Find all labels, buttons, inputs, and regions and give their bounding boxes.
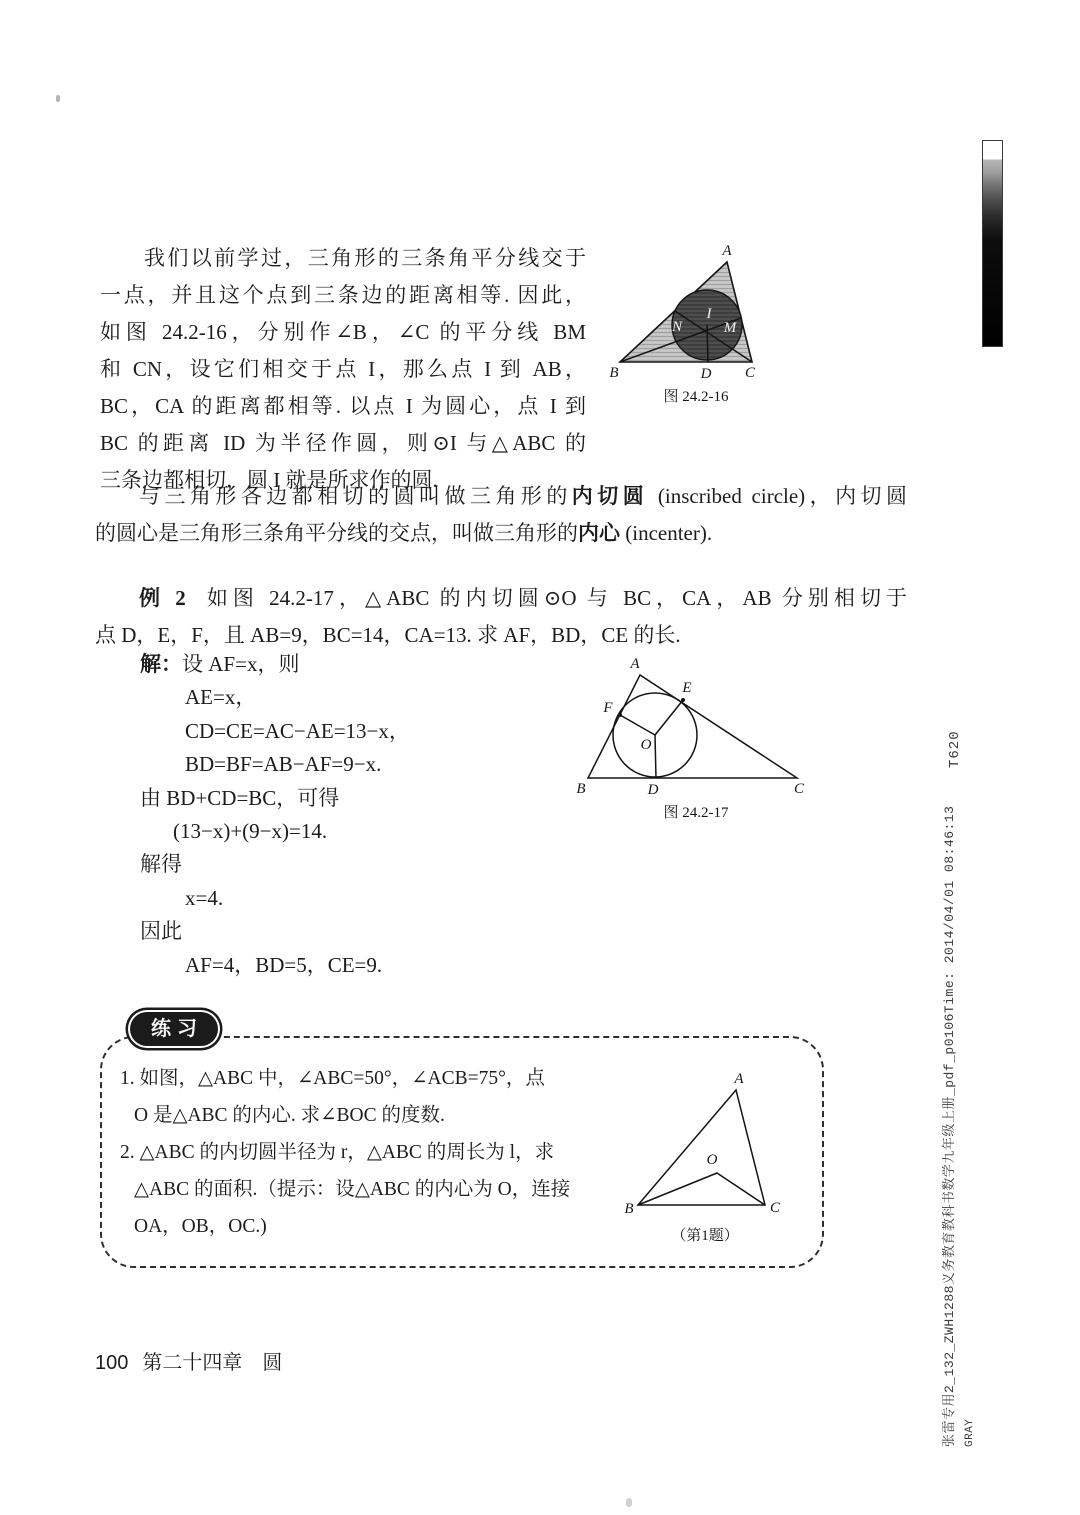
vertex-label-b: B	[624, 1201, 634, 1217]
figure-caption: 图 24.2-16	[663, 389, 729, 405]
triangle-abc	[638, 1090, 765, 1205]
term-inscribed-circle: 内切圆	[571, 484, 649, 508]
grayscale-calibration-bar	[982, 140, 1003, 347]
definition-text: (inscribed circle)，内切圆	[648, 484, 908, 508]
vertex-label-a: A	[734, 1071, 744, 1087]
tangent-point-f	[618, 713, 622, 717]
intro-line: BC 的距离 ID 为半径作圆，则⊙I 与△ABC 的	[100, 431, 586, 455]
vertex-label-c: C	[793, 781, 805, 797]
point-label-e: E	[682, 680, 692, 696]
practice-line: 1. 如图，△ABC 中，∠ABC=50°，∠ACB=75°，点	[120, 1068, 545, 1089]
example-label: 例 2	[139, 586, 186, 610]
chapter-title: 第二十四章	[142, 1352, 243, 1374]
solution-equation: x=4.	[185, 885, 224, 910]
figure-caption: 图 24.2-17	[663, 805, 729, 821]
scan-speck-bottom	[626, 1498, 632, 1507]
solution-equation: AF=4，BD=5，CE=9.	[185, 952, 383, 977]
practice-line: O 是△ABC 的内心. 求∠BOC 的度数.	[134, 1105, 445, 1126]
watermark-source-string: 张雷专用2_132_ZWH1288义务教育教科书数学九年级上册_pdf_p0106Time: 2014/04/01 08:46:13	[942, 805, 957, 1447]
definition-text: 与三角形各边都相切的圆叫做三角形的	[139, 484, 572, 508]
figure-24-2-16	[590, 235, 880, 410]
point-label-d: D	[647, 782, 659, 798]
point-label-m: M	[723, 320, 737, 336]
definition-text: 的圆心是三角形三条角平分线的交点，叫做三角形的	[95, 521, 578, 545]
intro-line: 如图 24.2-16，分别作∠B，∠C 的平分线 BM	[100, 320, 586, 344]
definition-paragraph	[95, 478, 907, 552]
practice-problems	[120, 1060, 598, 1245]
vertex-label-a: A	[630, 656, 640, 672]
point-label-n: N	[671, 319, 683, 335]
example-2	[95, 580, 907, 654]
radius-id	[707, 325, 708, 362]
vertex-label-b: B	[576, 781, 586, 797]
definition-line	[95, 478, 907, 515]
figure-caption: （第1题）	[671, 1228, 739, 1244]
vertex-label-a: A	[722, 243, 732, 259]
tangent-point-e	[681, 698, 685, 702]
section-title: 圆	[262, 1352, 283, 1374]
practice-line: △ABC 的面积.（提示：设△ABC 的内心为 O，连接	[134, 1179, 571, 1200]
intro-paragraph	[100, 240, 586, 499]
vertex-label-b: B	[609, 365, 619, 381]
practice-line: OA，OB，OC.)	[134, 1216, 267, 1237]
practice-badge: 练习	[130, 1012, 218, 1046]
figure-exercise-1-drawing	[613, 1063, 803, 1248]
term-incenter: 内心	[578, 521, 620, 545]
radius-of	[620, 715, 655, 735]
intro-line: BC，CA 的距离都相等. 以点 I 为圆心，点 I 到	[100, 394, 586, 418]
definition-line	[95, 515, 907, 552]
solution-equation: CD=CE=AC−AE=13−x，	[185, 718, 410, 743]
definition-text: (incenter).	[620, 521, 713, 545]
point-label-d: D	[700, 366, 712, 382]
intro-line: 三条边都相切，圆 I 就是所求作的圆.	[100, 468, 438, 492]
center-label-o: O	[640, 737, 652, 753]
example-line: 点 D，E，F，且 AB=9，BC=14，CA=13. 求 AF，BD，CE 的长.	[95, 623, 681, 647]
point-label-f: F	[603, 700, 613, 716]
intro-line: 和 CN，设它们相交于点 I，那么点 I 到 AB，	[100, 357, 586, 381]
solution-equation: AE=x，	[185, 685, 257, 710]
page-number: 100	[95, 1352, 129, 1374]
solution-equation: (13−x)+(9−x)=14.	[173, 819, 328, 844]
figure-24-2-17	[563, 653, 893, 828]
vertex-label-c: C	[744, 365, 756, 381]
triangle-abc	[588, 675, 797, 778]
solution-text: 设 AF=x，则	[182, 652, 300, 676]
page-footer	[95, 1346, 282, 1375]
practice-line: 2. △ABC 的内切圆半径为 r，△ABC 的周长为 l，求	[120, 1142, 555, 1163]
solution-line: 由 BD+CD=BC，可得	[140, 785, 340, 810]
solution-line: 解得	[140, 852, 182, 877]
solution-line: 因此	[140, 919, 182, 944]
point-label-i: I	[706, 306, 712, 322]
radius-oe	[655, 700, 683, 735]
example-text: 如图 24.2-17，△ABC 的内切圆⊙O 与 BC，CA，AB 分别相切于	[201, 586, 907, 610]
solution-equation: BD=BF=AB−AF=9−x.	[185, 752, 382, 777]
vertex-label-c: C	[769, 1200, 781, 1216]
solution-block	[103, 648, 568, 982]
incenter-label-o: O	[706, 1152, 718, 1168]
watermark-t620: T620	[947, 730, 963, 768]
radius-od	[655, 735, 656, 778]
segment-bo	[638, 1173, 717, 1205]
watermark-gray: GRAY	[964, 1418, 976, 1447]
figure-24-2-16-drawing	[590, 235, 880, 410]
intro-line: 我们以前学过，三角形的三条角平分线交于	[144, 246, 586, 270]
scan-speck	[56, 95, 60, 102]
example-line	[95, 580, 907, 617]
solution-label: 解：	[140, 652, 182, 676]
figure-exercise-1	[613, 1063, 803, 1248]
figure-24-2-17-drawing	[563, 653, 893, 828]
solution-line	[103, 648, 568, 681]
intro-line: 一点，并且这个点到三条边的距离相等. 因此，	[100, 283, 586, 307]
